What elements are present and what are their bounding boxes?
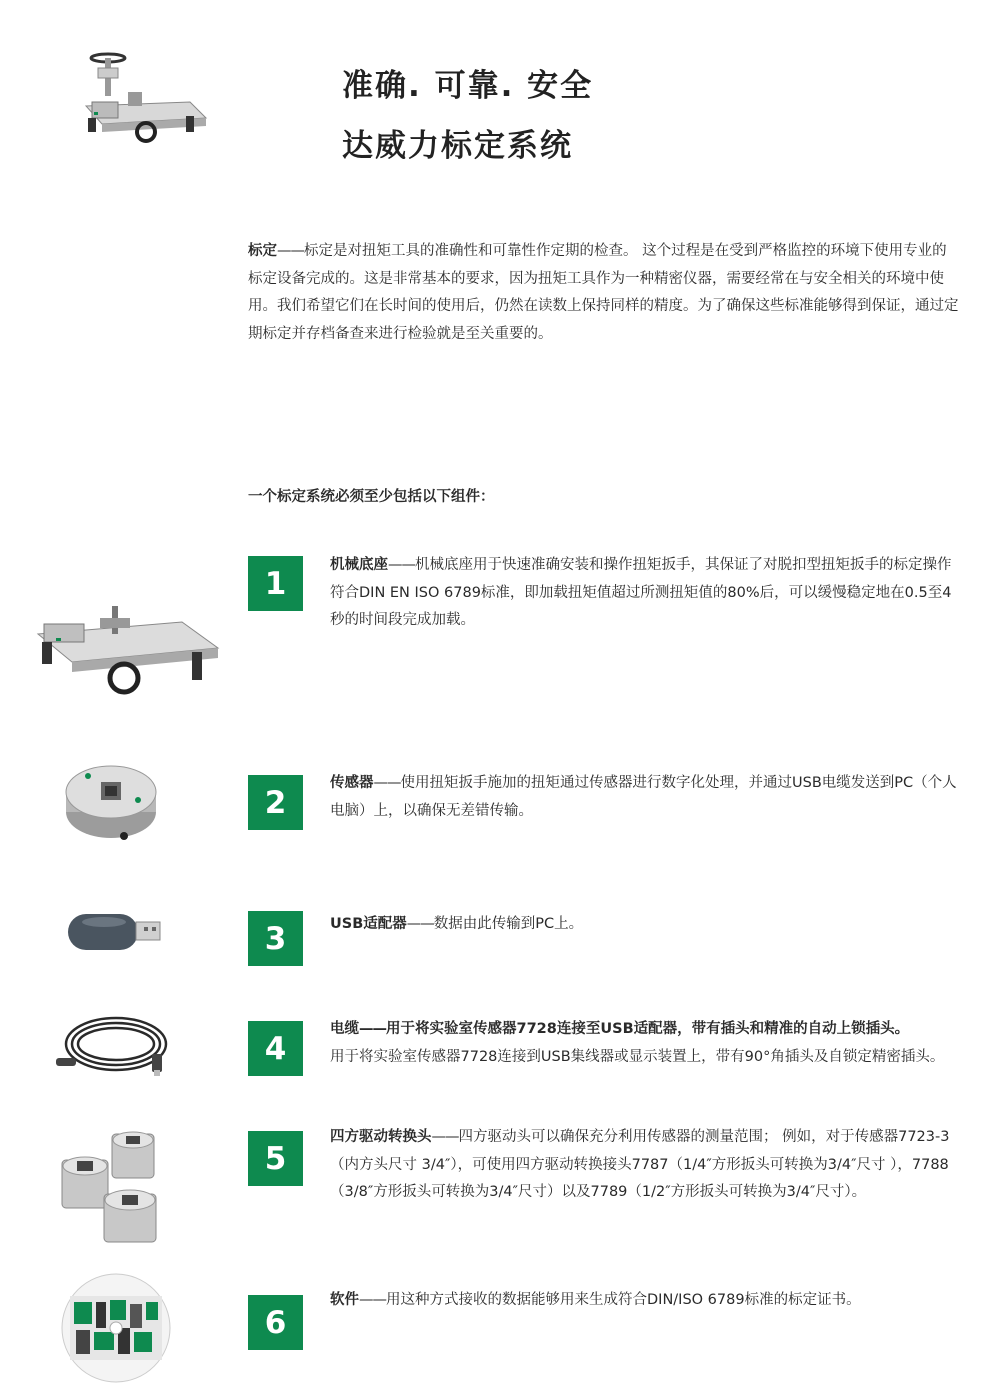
- component-4-description: [330, 1016, 960, 1071]
- component-2-dash: ——: [373, 775, 401, 791]
- component-2-name: 传感器: [330, 775, 374, 791]
- square-drive-adapters-image: [56, 1128, 168, 1246]
- page-title-line1: 准确. 可靠. 安全: [342, 68, 594, 104]
- intro-term: 标定: [248, 243, 277, 259]
- component-2-text: 使用扭矩扳手施加的扭矩通过传感器进行数字化处理，并通过USB电缆发送到PC（个人电脑）上，以确保无差错传输。: [330, 775, 957, 819]
- cable-image: [54, 1008, 178, 1080]
- component-3-text: 数据由此传输到PC上。: [433, 916, 584, 932]
- component-4-dash: ——: [359, 1021, 386, 1037]
- component-5-text: 四方驱动头可以确保充分利用传感器的测量范围； 例如，对于传感器7723-3（内方头尺寸 3/4″），可使用四方驱动转换接头7787（1/4″方形扳头可转换为3/4″尺寸 ），7788（3/8″方形扳头可转换为3/4″尺寸）以及7789（1/2″方形扳头可转换为3/4″尺寸）。: [330, 1129, 950, 1200]
- component-6-text: 用这种方式接收的数据能够用来生成符合DIN/ISO 6789标准的标定证书。: [386, 1292, 861, 1308]
- intro-paragraph: [248, 238, 960, 348]
- component-1-description: [330, 552, 960, 635]
- component-5-description: [330, 1124, 960, 1207]
- component-2-number: 2: [248, 775, 303, 830]
- component-4-name: 电缆: [330, 1021, 359, 1037]
- component-3-description: [330, 911, 960, 939]
- component-5-number: 5: [248, 1131, 303, 1186]
- component-6-description: [330, 1287, 960, 1315]
- component-6-name: 软件: [330, 1292, 359, 1308]
- intro-dash: ——: [277, 243, 304, 259]
- component-1-dash: ——: [388, 557, 415, 573]
- usb-adapter-image: [64, 908, 164, 958]
- component-5-name: 四方驱动转换头: [330, 1129, 432, 1145]
- component-1-number: 1: [248, 556, 303, 611]
- component-1-text: 机械底座用于快速准确安装和操作扭矩扳手，其保证了对脱扣型扭矩扳手的标定操作符合DIN EN ISO 6789标准，即加载扭矩值超过所测扭矩值的80%后，可以缓慢稳定地在0.5至4秒的时间段完成加载。: [330, 557, 952, 628]
- component-3-number: 3: [248, 911, 303, 966]
- sensor-image: [62, 762, 160, 846]
- component-3-name: USB适配器: [330, 916, 407, 932]
- component-5-dash: ——: [431, 1129, 459, 1145]
- intro-text: 标定是对扭矩工具的准确性和可靠性作定期的检查。 这个过程是在受到严格监控的环境下使用专业的标定设备完成的。这是非常基本的要求，因为扭矩工具作为一种精密仪器，需要经常在与安全相关的环境中使用。我们希望它们在长时间的使用后，仍然在读数上保持同样的精度。为了确保这些标准能够得到保证，通过定期标定并存档备查来进行检验就是至关重要的。: [248, 243, 959, 342]
- calibration-bench-image: [78, 46, 218, 154]
- component-4-number: 4: [248, 1021, 303, 1076]
- page-title-line2: 达威力标定系统: [342, 128, 573, 164]
- component-3-dash: ——: [406, 916, 434, 932]
- mechanical-base-image: [32, 600, 224, 708]
- component-6-dash: ——: [359, 1292, 386, 1308]
- component-1-name: 机械底座: [330, 557, 388, 573]
- component-2-description: [330, 770, 960, 825]
- component-6-number: 6: [248, 1295, 303, 1350]
- component-4-text: 用于将实验室传感器7728连接到USB集线器或显示装置上，带有90°角插头及自锁定精密插头。: [330, 1048, 945, 1065]
- components-heading: 一个标定系统必须至少包括以下组件：: [248, 489, 495, 505]
- software-disc-image: [60, 1272, 172, 1384]
- component-4-bold-text: 用于将实验室传感器7728连接至USB适配器，带有插头和精准的自动上锁插头。: [386, 1021, 910, 1037]
